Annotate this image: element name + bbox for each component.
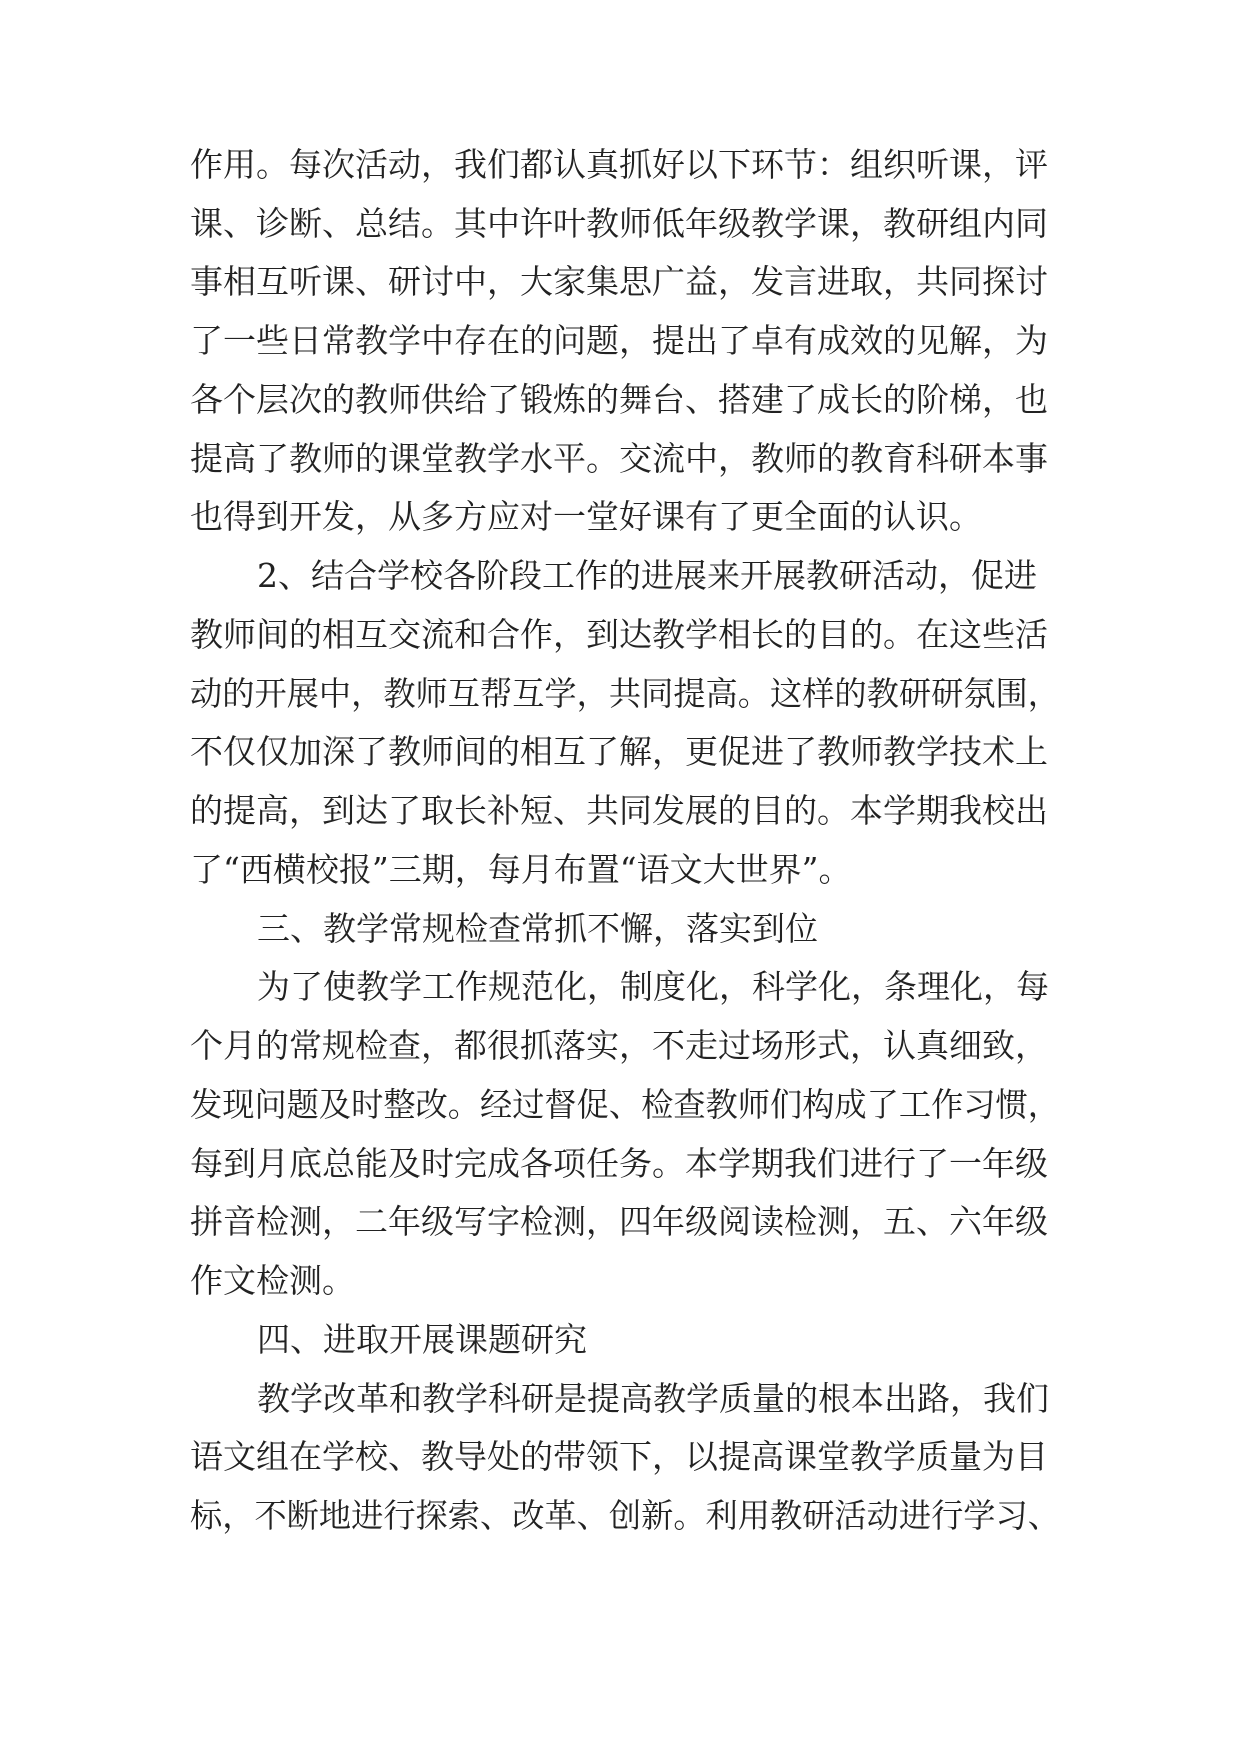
text-line: 作文检测。 [190,1261,355,1300]
text-line: 每到月底总能及时完成各项任务。本学期我们进行了一年级 [190,1144,1048,1183]
text-line: 动的开展中，教师互帮互学，共同提高。这样的教研研氛围， [190,674,1060,713]
text-line: 各个层次的教师供给了锻炼的舞台、搭建了成长的阶梯，也 [190,380,1048,419]
text-line: 发现问题及时整改。经过督促、检查教师们构成了工作习惯， [190,1085,1060,1124]
text-line: 教学改革和教学科研是提高教学质量的根本出路，我们 [257,1379,1049,1418]
section-heading: 三、教学常规检查常抓不懈，落实到位 [257,909,818,948]
text-line: 也得到开发，从多方应对一堂好课有了更全面的认识。 [190,497,982,536]
text-line: 标，不断地进行探索、改革、创新。利用教研活动进行学习、 [190,1496,1060,1535]
text-line: 不仅仅加深了教师间的相互了解，更促进了教师教学技术上 [190,732,1048,771]
text-line: 2、结合学校各阶段工作的进展来开展教研活动，促进 [257,556,1037,595]
text-line: 语文组在学校、教导处的带领下，以提高课堂教学质量为目 [190,1437,1048,1476]
text-line: 拼音检测，二年级写字检测，四年级阅读检测，五、六年级 [190,1202,1048,1241]
text-line: 个月的常规检查，都很抓落实，不走过场形式，认真细致， [190,1026,1048,1065]
text-line: 教师间的相互交流和合作，到达教学相长的目的。在这些活 [190,615,1048,654]
text-line: 提高了教师的课堂教学水平。交流中，教师的教育科研本事 [190,439,1048,478]
section-heading: 四、进取开展课题研究 [257,1320,587,1359]
text-line: 事相互听课、研讨中，大家集思广益，发言进取，共同探讨 [190,262,1048,301]
text-line: 课、诊断、总结。其中许叶教师低年级教学课，教研组内同 [190,204,1048,243]
text-line: 为了使教学工作规范化，制度化，科学化，条理化，每 [257,967,1049,1006]
text-line: 作用。每次活动，我们都认真抓好以下环节：组织听课，评 [190,145,1048,184]
text-line: 了一些日常教学中存在的问题，提出了卓有成效的见解，为 [190,321,1048,360]
text-line: 的提高，到达了取长补短、共同发展的目的。本学期我校出 [190,791,1048,830]
text-line: 了“西横校报”三期，每月布置“语文大世界”。 [190,850,852,889]
